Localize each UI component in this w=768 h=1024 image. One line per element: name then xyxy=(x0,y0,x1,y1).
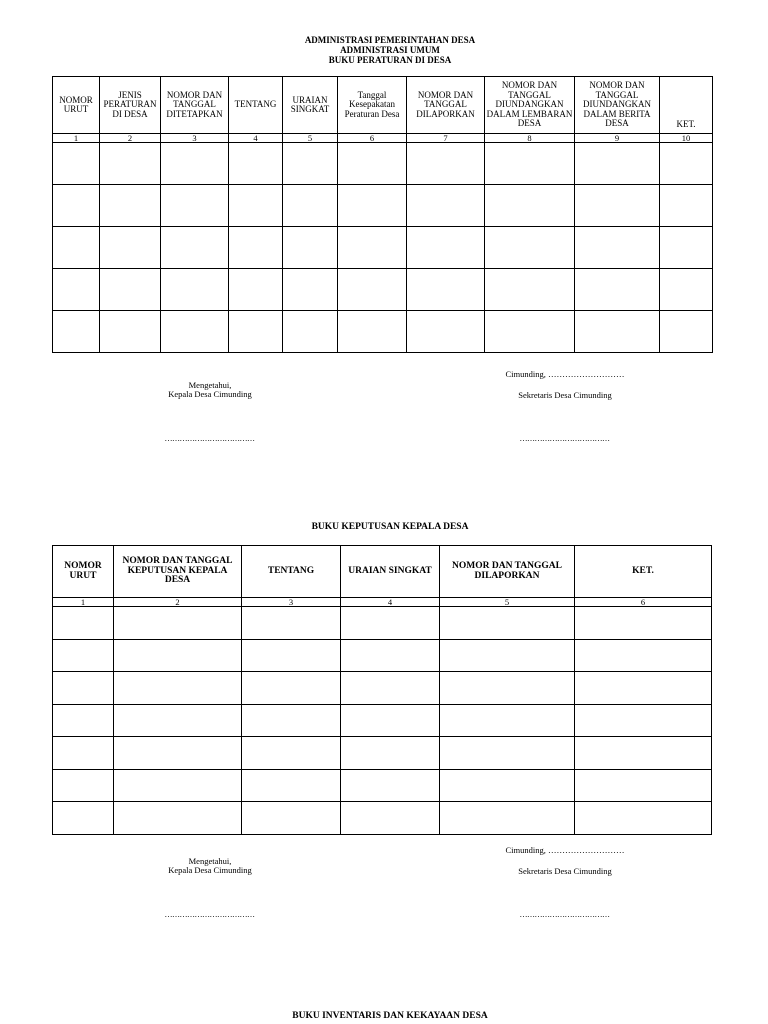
table-row xyxy=(53,227,713,269)
empty-cell xyxy=(575,143,660,185)
empty-cell xyxy=(242,802,341,835)
empty-cell xyxy=(341,802,440,835)
empty-cell xyxy=(338,227,407,269)
empty-cell xyxy=(114,607,242,640)
kepala-desa-label: Kepala Desa Cimunding xyxy=(168,389,252,399)
empty-cell xyxy=(575,737,712,770)
header-cell: NOMOR DAN TANGGAL DITETAPKAN xyxy=(161,77,229,134)
empty-cell xyxy=(440,737,575,770)
empty-cell xyxy=(229,185,283,227)
table-row xyxy=(53,639,712,672)
header-cell: URAIAN SINGKAT xyxy=(341,546,440,598)
empty-cell xyxy=(53,802,114,835)
empty-cell xyxy=(407,227,485,269)
empty-cell xyxy=(485,311,575,353)
title-line-3: BUKU PERATURAN DI DESA xyxy=(328,55,452,65)
empty-cell xyxy=(440,639,575,672)
empty-cell xyxy=(407,185,485,227)
table-row xyxy=(53,311,713,353)
empty-cell xyxy=(660,311,713,353)
empty-cell xyxy=(283,227,338,269)
empty-cell xyxy=(341,607,440,640)
empty-cell xyxy=(114,704,242,737)
empty-cell xyxy=(114,802,242,835)
column-number: 7 xyxy=(407,134,485,143)
empty-cell xyxy=(660,269,713,311)
empty-cell xyxy=(242,607,341,640)
empty-cell xyxy=(100,185,161,227)
column-number: 1 xyxy=(53,598,114,607)
empty-cell xyxy=(242,769,341,802)
header-cell: JENIS PERATURAN DI DESA xyxy=(100,77,161,134)
empty-cell xyxy=(161,311,229,353)
table-row xyxy=(53,269,713,311)
empty-cell xyxy=(283,311,338,353)
kepala-desa-label: Kepala Desa Cimunding xyxy=(168,865,252,875)
empty-cell xyxy=(229,143,283,185)
empty-cell xyxy=(575,311,660,353)
empty-cell xyxy=(338,143,407,185)
table-row xyxy=(53,704,712,737)
empty-cell xyxy=(161,143,229,185)
empty-cell xyxy=(575,185,660,227)
empty-cell xyxy=(53,143,100,185)
signature-left xyxy=(130,381,290,399)
place-date: Cimunding, ……………………… xyxy=(505,845,625,855)
title-line-2: ADMINISTRASI UMUM xyxy=(340,45,440,55)
empty-cell xyxy=(242,704,341,737)
empty-cell xyxy=(485,143,575,185)
signature-left xyxy=(130,857,290,875)
sekretaris-label: Sekretaris Desa Cimunding xyxy=(518,390,612,400)
empty-cell xyxy=(100,227,161,269)
signature-line-right: ……………………………… xyxy=(519,910,610,919)
column-number: 4 xyxy=(229,134,283,143)
empty-cell xyxy=(283,269,338,311)
keputusan-kepala-desa-table xyxy=(52,545,712,835)
empty-cell xyxy=(341,737,440,770)
mengetahui-label: Mengetahui, xyxy=(188,856,232,866)
empty-cell xyxy=(575,704,712,737)
table-row xyxy=(53,802,712,835)
table-body xyxy=(53,607,712,835)
empty-cell xyxy=(440,704,575,737)
column-number: 9 xyxy=(575,134,660,143)
empty-cell xyxy=(575,269,660,311)
empty-cell xyxy=(575,672,712,705)
header-cell: URAIAN SINGKAT xyxy=(283,77,338,134)
header-cell: NOMOR DAN TANGGAL KEPUTUSAN KEPALA DESA xyxy=(114,546,242,598)
empty-cell xyxy=(338,185,407,227)
column-number: 3 xyxy=(242,598,341,607)
empty-cell xyxy=(440,672,575,705)
table-row xyxy=(53,672,712,705)
empty-cell xyxy=(485,227,575,269)
column-number-row xyxy=(53,134,713,143)
empty-cell xyxy=(407,143,485,185)
empty-cell xyxy=(114,672,242,705)
mengetahui-label: Mengetahui, xyxy=(188,380,232,390)
section2-title: BUKU KEPUTUSAN KEPALA DESA xyxy=(311,522,469,532)
header-row xyxy=(53,77,713,134)
empty-cell xyxy=(53,769,114,802)
empty-cell xyxy=(440,769,575,802)
column-number: 2 xyxy=(100,134,161,143)
table-row xyxy=(53,769,712,802)
column-number: 6 xyxy=(575,598,712,607)
empty-cell xyxy=(575,227,660,269)
header-cell: TENTANG xyxy=(229,77,283,134)
empty-cell xyxy=(114,639,242,672)
header-cell: KET. xyxy=(660,77,713,134)
empty-cell xyxy=(242,639,341,672)
empty-cell xyxy=(53,639,114,672)
header-row xyxy=(53,546,712,598)
column-number: 4 xyxy=(341,598,440,607)
empty-cell xyxy=(161,227,229,269)
empty-cell xyxy=(161,185,229,227)
empty-cell xyxy=(338,311,407,353)
header-cell: NOMOR DAN TANGGAL DIUNDANGKAN DALAM BERITA DESA xyxy=(575,77,660,134)
header-cell: NOMOR URUT xyxy=(53,77,100,134)
table-body xyxy=(53,143,713,353)
column-number: 10 xyxy=(660,134,713,143)
empty-cell xyxy=(575,802,712,835)
empty-cell xyxy=(485,269,575,311)
empty-cell xyxy=(440,802,575,835)
empty-cell xyxy=(229,227,283,269)
signature-line-left: ……………………………… xyxy=(164,434,255,443)
empty-cell xyxy=(53,269,100,311)
empty-cell xyxy=(660,185,713,227)
empty-cell xyxy=(407,269,485,311)
empty-cell xyxy=(341,704,440,737)
empty-cell xyxy=(53,227,100,269)
place-date: Cimunding, ……………………… xyxy=(505,369,625,379)
signature-line-left: ……………………………… xyxy=(164,910,255,919)
column-number: 5 xyxy=(283,134,338,143)
table-row xyxy=(53,607,712,640)
table-row xyxy=(53,737,712,770)
header-cell: KET. xyxy=(575,546,712,598)
header-cell: NOMOR URUT xyxy=(53,546,114,598)
sekretaris-label: Sekretaris Desa Cimunding xyxy=(518,866,612,876)
empty-cell xyxy=(575,607,712,640)
empty-cell xyxy=(53,672,114,705)
empty-cell xyxy=(114,769,242,802)
empty-cell xyxy=(283,185,338,227)
header-cell: NOMOR DAN TANGGAL DIUNDANGKAN DALAM LEMBARAN DESA xyxy=(485,77,575,134)
column-number: 8 xyxy=(485,134,575,143)
column-number: 3 xyxy=(161,134,229,143)
empty-cell xyxy=(114,737,242,770)
empty-cell xyxy=(53,311,100,353)
empty-cell xyxy=(229,311,283,353)
empty-cell xyxy=(440,607,575,640)
empty-cell xyxy=(575,769,712,802)
empty-cell xyxy=(53,704,114,737)
empty-cell xyxy=(53,185,100,227)
column-number: 5 xyxy=(440,598,575,607)
peraturan-desa-table xyxy=(52,76,713,353)
empty-cell xyxy=(161,269,229,311)
empty-cell xyxy=(660,143,713,185)
column-number: 1 xyxy=(53,134,100,143)
header-cell: NOMOR DAN TANGGAL DILAPORKAN xyxy=(407,77,485,134)
empty-cell xyxy=(341,769,440,802)
signature-line-right: ……………………………… xyxy=(519,434,610,443)
title-line-1: ADMINISTRASI PEMERINTAHAN DESA xyxy=(304,35,476,45)
empty-cell xyxy=(485,185,575,227)
header-cell: NOMOR DAN TANGGAL DILAPORKAN xyxy=(440,546,575,598)
table-row xyxy=(53,185,713,227)
column-number: 6 xyxy=(338,134,407,143)
column-number-row xyxy=(53,598,712,607)
table-row xyxy=(53,143,713,185)
section3-title: BUKU INVENTARIS DAN KEKAYAAN DESA xyxy=(292,1011,488,1021)
empty-cell xyxy=(229,269,283,311)
empty-cell xyxy=(242,737,341,770)
empty-cell xyxy=(338,269,407,311)
empty-cell xyxy=(53,607,114,640)
section1-title xyxy=(0,35,768,65)
empty-cell xyxy=(575,639,712,672)
empty-cell xyxy=(283,143,338,185)
empty-cell xyxy=(407,311,485,353)
header-cell: TENTANG xyxy=(242,546,341,598)
empty-cell xyxy=(341,672,440,705)
empty-cell xyxy=(341,639,440,672)
column-number: 2 xyxy=(114,598,242,607)
empty-cell xyxy=(100,143,161,185)
empty-cell xyxy=(53,737,114,770)
header-cell: Tanggal Kesepakatan Peraturan Desa xyxy=(338,77,407,134)
empty-cell xyxy=(100,269,161,311)
empty-cell xyxy=(100,311,161,353)
empty-cell xyxy=(660,227,713,269)
empty-cell xyxy=(242,672,341,705)
